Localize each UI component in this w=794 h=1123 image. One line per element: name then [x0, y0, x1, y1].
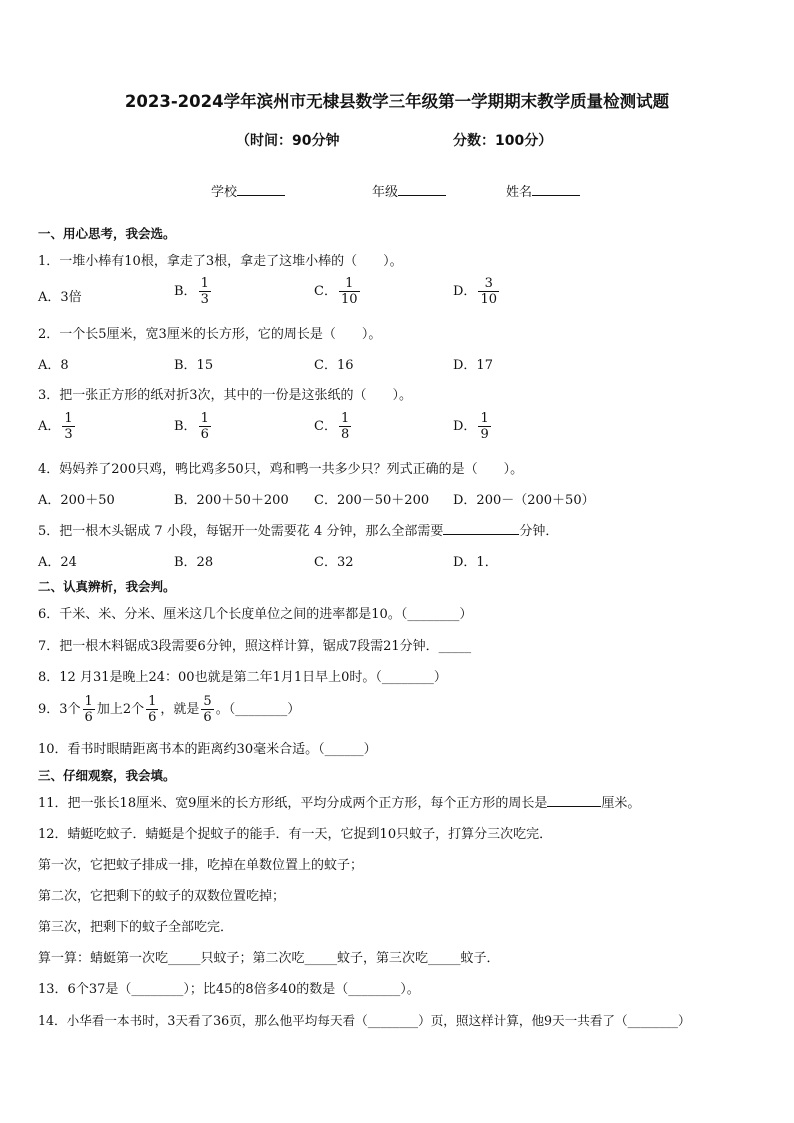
section-1-heading: 一、用心思考，我会选。: [38, 226, 176, 241]
q5-option-a[interactable]: A．24: [38, 555, 77, 570]
q3-option-b[interactable]: [174, 411, 213, 442]
school-field: [211, 181, 285, 200]
q4-option-d[interactable]: D．200－（200＋50）: [453, 493, 595, 508]
option-label: C．: [314, 284, 337, 299]
question-2: 2．一个长5厘米，宽3厘米的长方形，它的周长是（ ）。: [38, 327, 382, 342]
q1-option-b[interactable]: [174, 276, 213, 307]
question-5: [38, 520, 558, 539]
exam-time: （时间：90分钟: [236, 133, 340, 149]
question-text: 5．把一根木头锯成 7 小段，每锯开一处需要花 4 分钟，那么全部需要: [38, 524, 444, 539]
question-text: 分钟．: [519, 524, 559, 539]
exam-score: 分数：100分）: [453, 133, 553, 149]
numerator: 1: [480, 411, 489, 426]
denominator: 6: [84, 710, 93, 725]
denominator: 10: [340, 292, 358, 307]
option-label: D．: [453, 284, 477, 299]
numerator: 1: [84, 694, 93, 709]
school-blank[interactable]: [237, 183, 285, 196]
numerator: 1: [340, 411, 350, 426]
fraction: [339, 411, 351, 442]
question-text: 11．把一张长18厘米、宽9厘米的长方形纸，平均分成两个正方形，每个正方形的周长是: [38, 796, 548, 811]
q3-option-c[interactable]: [314, 411, 353, 442]
fraction: [339, 276, 360, 307]
fraction: [478, 411, 490, 442]
q5-option-c[interactable]: C．32: [314, 555, 354, 570]
q12-line-3: 第三次，把剩下的蚊子全部吃完．: [38, 920, 234, 935]
q2-option-b[interactable]: B．15: [174, 358, 214, 373]
question-11: [38, 792, 640, 811]
page-title: 2023-2024学年滨州市无棣县数学三年级第一学期期末教学质量检测试题: [124, 92, 670, 111]
option-label: D．: [453, 419, 477, 434]
question-text: 。（________）: [215, 702, 301, 717]
question-8: 8．12 月31是晚上24：00也就是第二年1月1日早上0时。（________）: [38, 670, 447, 685]
q1-option-d[interactable]: [453, 276, 501, 307]
answer-blank[interactable]: [443, 522, 519, 535]
answer-blank[interactable]: [547, 794, 601, 807]
question-text: ，就是: [160, 702, 200, 717]
question-9: [38, 694, 300, 725]
grade-blank[interactable]: [398, 183, 446, 196]
fraction: [146, 694, 158, 725]
question-13: 13．6个37是（________）；比45的8倍多40的数是（________）。: [38, 982, 420, 997]
question-text: 9．3个: [38, 702, 81, 717]
q12-line-4: 算一算：蜻蜓第一次吃_____只蚊子；第二次吃_____蚊子，第三次吃_____蚊子．: [38, 951, 500, 966]
q5-option-d[interactable]: D．1．: [453, 555, 498, 570]
name-field: [506, 181, 580, 200]
name-blank[interactable]: [532, 183, 580, 196]
school-label: 学校: [211, 185, 238, 200]
q3-option-a[interactable]: [38, 411, 77, 442]
option-label: B．: [174, 284, 197, 299]
numerator: 5: [203, 694, 212, 709]
fraction: [83, 694, 95, 725]
fraction: [199, 276, 211, 307]
denominator: 10: [480, 292, 497, 307]
option-label: B．: [174, 419, 197, 434]
fraction: [201, 694, 213, 725]
numerator: 1: [200, 411, 209, 426]
denominator: 8: [340, 427, 350, 442]
denominator: 9: [480, 427, 489, 442]
numerator: 3: [478, 276, 499, 292]
q4-option-c[interactable]: C．200－50＋200: [314, 493, 430, 508]
q4-option-b[interactable]: B．200＋50＋200: [174, 493, 289, 508]
question-4: 4．妈妈养了200只鸡，鸭比鸡多50只，鸡和鸭一共多少只？列式正确的是（ ）。: [38, 462, 524, 477]
name-label: 姓名: [506, 185, 533, 200]
numerator: 1: [64, 411, 73, 426]
q3-option-d[interactable]: [453, 411, 493, 442]
question-14: 14．小华看一本书时，3天看了36页，那么他平均每天看（________）页，照这样计算，他9天一共看了（________）: [38, 1013, 691, 1028]
question-10: 10．看书时眼睛距离书本的距离约30毫米合适。（______）: [38, 742, 377, 757]
option-label: C．: [314, 419, 337, 434]
denominator: 3: [64, 427, 73, 442]
question-text: 厘米。: [601, 796, 641, 811]
denominator: 6: [203, 710, 212, 725]
q12-line-2: 第二次，它把剩下的蚊子的双数位置吃掉；: [38, 889, 286, 904]
question-6: 6．千米、米、分米、厘米这几个长度单位之间的进率都是10。（________）: [38, 607, 473, 622]
numerator: 1: [200, 276, 209, 291]
question-3: 3．把一张正方形的纸对折3次，其中的一份是这张纸的（ ）。: [38, 388, 413, 403]
q2-option-d[interactable]: D．17: [453, 358, 493, 373]
section-3-heading: 三、仔细观察，我会填。: [38, 768, 176, 783]
fraction: [62, 411, 74, 442]
grade-label: 年级: [372, 185, 399, 200]
numerator: 1: [148, 694, 157, 709]
denominator: 6: [200, 427, 209, 442]
question-text: 加上2个: [96, 702, 145, 717]
section-2-heading: 二、认真辨析，我会判。: [38, 579, 176, 594]
question-12: 12．蜻蜓吃蚊子．蜻蜓是个捉蚊子的能手．有一天，它捉到10只蚊子，打算分三次吃完．: [38, 827, 553, 842]
fraction: [478, 276, 499, 307]
denominator: 3: [200, 292, 209, 307]
q2-option-c[interactable]: C．16: [314, 358, 354, 373]
denominator: 6: [148, 710, 157, 725]
grade-field: [372, 181, 446, 200]
q1-option-c[interactable]: [314, 276, 362, 307]
numerator: 1: [339, 276, 360, 292]
q12-line-1: 第一次，它把蚊子排成一排，吃掉在单数位置上的蚊子；: [38, 858, 364, 873]
q1-option-a[interactable]: A．3倍: [38, 290, 82, 305]
question-7: 7．把一根木料锯成3段需要6分钟，照这样计算，锯成7段需21分钟．_____: [38, 639, 472, 654]
question-1: 1．一堆小棒有10根，拿走了3根，拿走了这堆小棒的（ ）。: [38, 254, 403, 269]
q5-option-b[interactable]: B．28: [174, 555, 214, 570]
fraction: [199, 411, 211, 442]
q2-option-a[interactable]: A．8: [38, 358, 69, 373]
option-label: A．: [38, 419, 61, 434]
q4-option-a[interactable]: A．200＋50: [38, 493, 115, 508]
